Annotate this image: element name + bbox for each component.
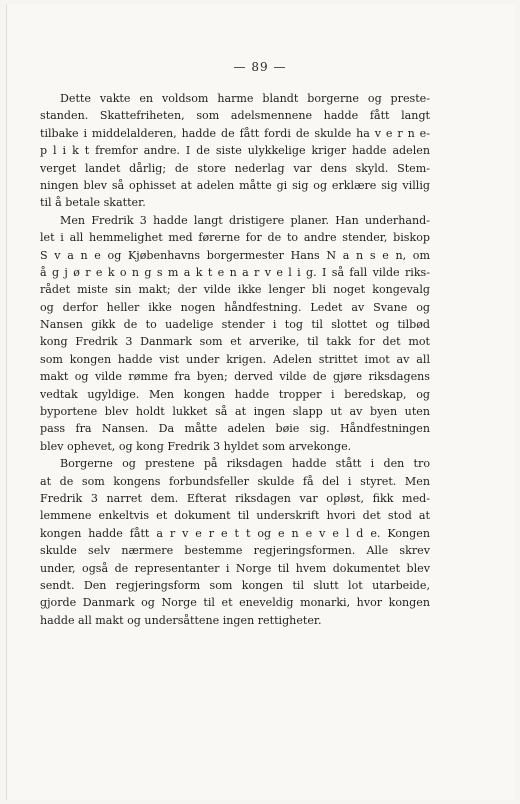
text-line: p l i k t fremfor andre. I de siste ulykkelige kriger hadde adelen bbox=[40, 144, 430, 158]
page-number: — 89 — bbox=[233, 60, 287, 74]
text-line: til å betale skatter. bbox=[40, 196, 146, 210]
text-line: Dette vakte en voldsom harme blandt borgerne og preste- bbox=[60, 92, 430, 105]
text-line: Nansen gikk de to uadelige stender i tog til slottet og tilbød bbox=[40, 318, 430, 332]
text-line: verget landet dårlig; de store nederlag var dens skyld. Stem- bbox=[40, 161, 430, 175]
text-line: tilbake i middelalderen, hadde de fått fordi de skulde ha v e r n e- bbox=[40, 126, 430, 140]
text-line: under, også de representanter i Norge til hvem dokumentet blev bbox=[40, 561, 430, 575]
paragraph bbox=[40, 212, 430, 455]
text-line: lemmene enkeltvis et dokument til underskrift hvori det stod at bbox=[40, 509, 430, 523]
text-line: byportene blev holdt lukket så at ingen slapp ut av byen uten bbox=[40, 405, 430, 419]
body-text bbox=[40, 90, 430, 629]
text-line: kongen hadde fått a r v e r e t t og e n e v e l d e. Kongen bbox=[40, 526, 430, 540]
text-line: gjorde Danmark og Norge til et eneveldig monarki, hvor kongen bbox=[40, 596, 430, 610]
text-line: Borgerne og prestene på riksdagen hadde stått i den tro bbox=[60, 457, 430, 471]
paragraph bbox=[40, 455, 430, 629]
text-line: kong Fredrik 3 Danmark som et arverike, til takk for det mot bbox=[40, 335, 430, 349]
text-line: blev ophevet, og kong Fredrik 3 hyldet som arvekonge. bbox=[40, 439, 352, 453]
text-line: S v a n e og Kjøbenhavns borgermester Hans N a n s e n, om bbox=[40, 248, 430, 262]
text-line: standen. Skattefriheten, som adelsmennene hadde fått langt bbox=[40, 109, 430, 123]
text-line: at de som kongens forbundsfeller skulde få del i styret. Men bbox=[40, 474, 430, 488]
text-line: vedtak ugyldige. Men kongen hadde tropper i beredskap, og bbox=[40, 387, 430, 401]
text-line: rådet miste sin makt; der vilde ikke lenger bli noget kongevalg bbox=[40, 283, 430, 297]
text-line: som kongen hadde vist under krigen. Adelen strittet imot av all bbox=[40, 352, 430, 366]
text-line: hadde all makt og undersåttene ingen rettigheter. bbox=[40, 613, 322, 627]
text-line: Fredrik 3 narret dem. Efterat riksdagen var opløst, fikk med- bbox=[40, 491, 430, 505]
text-line: let i all hemmelighet med førerne for de to andre stender, biskop bbox=[40, 231, 430, 245]
text-line: sendt. Den regjeringsform som kongen til slutt lot utarbeide, bbox=[40, 578, 430, 592]
text-line: Men Fredrik 3 hadde langt dristigere planer. Han underhand- bbox=[60, 213, 430, 227]
text-line: ningen blev så ophisset at adelen måtte gi sig og erklære sig villig bbox=[40, 178, 430, 192]
text-line: makt og vilde rømme fra byen; derved vilde de gjøre riksdagens bbox=[40, 370, 430, 384]
text-line: skulde selv nærmere bestemme regjeringsformen. Alle skrev bbox=[40, 544, 430, 558]
text-line: og derfor heller ikke nogen håndfestning. Ledet av Svane og bbox=[40, 300, 430, 314]
paragraph bbox=[40, 90, 430, 212]
text-line: å g j ø r e k o n g s m a k t e n a r v e l i g. I så fall vilde riks- bbox=[40, 265, 430, 279]
text-line: pass fra Nansen. Da måtte adelen bøie sig. Håndfestningen bbox=[40, 422, 430, 436]
